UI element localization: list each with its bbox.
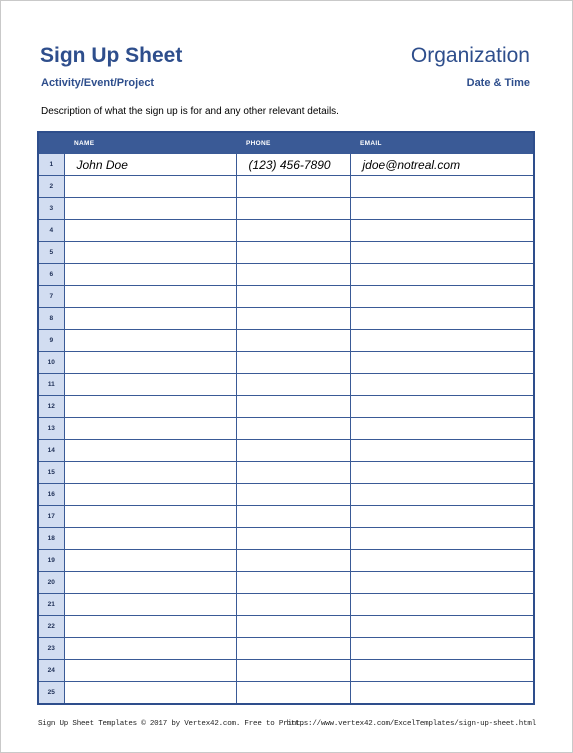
name-cell[interactable] bbox=[64, 462, 236, 484]
phone-cell[interactable] bbox=[236, 198, 350, 220]
email-cell[interactable] bbox=[350, 638, 534, 660]
row-number: 13 bbox=[38, 418, 64, 440]
email-cell[interactable] bbox=[350, 550, 534, 572]
name-cell[interactable] bbox=[64, 374, 236, 396]
phone-cell[interactable] bbox=[236, 506, 350, 528]
email-cell[interactable] bbox=[350, 352, 534, 374]
table-body bbox=[38, 154, 534, 705]
row-number: 20 bbox=[38, 572, 64, 594]
name-cell[interactable] bbox=[64, 396, 236, 418]
row-number: 10 bbox=[38, 352, 64, 374]
name-cell[interactable] bbox=[64, 550, 236, 572]
email-cell[interactable] bbox=[350, 484, 534, 506]
phone-cell[interactable] bbox=[236, 440, 350, 462]
email-cell[interactable] bbox=[350, 330, 534, 352]
datetime-label: Date & Time bbox=[466, 77, 530, 89]
table-row bbox=[38, 506, 534, 528]
column-header-name: NAME bbox=[64, 132, 236, 154]
table-row bbox=[38, 352, 534, 374]
name-cell[interactable] bbox=[64, 286, 236, 308]
phone-cell[interactable] bbox=[236, 352, 350, 374]
column-header-email: EMAIL bbox=[350, 132, 534, 154]
phone-cell[interactable] bbox=[236, 396, 350, 418]
row-number: 8 bbox=[38, 308, 64, 330]
table-row bbox=[38, 616, 534, 638]
name-cell[interactable] bbox=[64, 264, 236, 286]
email-cell[interactable] bbox=[350, 396, 534, 418]
table-row bbox=[38, 418, 534, 440]
email-cell[interactable] bbox=[350, 506, 534, 528]
table-row bbox=[38, 440, 534, 462]
row-number: 3 bbox=[38, 198, 64, 220]
table-row bbox=[38, 594, 534, 616]
table-row bbox=[38, 550, 534, 572]
phone-cell[interactable] bbox=[236, 308, 350, 330]
phone-cell[interactable] bbox=[236, 462, 350, 484]
row-number: 18 bbox=[38, 528, 64, 550]
email-cell[interactable] bbox=[350, 616, 534, 638]
table-row bbox=[38, 330, 534, 352]
row-number: 6 bbox=[38, 264, 64, 286]
phone-cell[interactable] bbox=[236, 374, 350, 396]
row-number: 7 bbox=[38, 286, 64, 308]
email-cell[interactable] bbox=[350, 440, 534, 462]
table-row bbox=[38, 242, 534, 264]
row-number: 22 bbox=[38, 616, 64, 638]
name-cell[interactable] bbox=[64, 528, 236, 550]
email-cell[interactable] bbox=[350, 264, 534, 286]
table-header-row bbox=[38, 132, 534, 154]
row-number: 2 bbox=[38, 176, 64, 198]
name-cell[interactable] bbox=[64, 616, 236, 638]
table-row bbox=[38, 396, 534, 418]
phone-cell[interactable] bbox=[236, 594, 350, 616]
phone-cell[interactable] bbox=[236, 528, 350, 550]
name-cell[interactable] bbox=[64, 484, 236, 506]
row-number: 4 bbox=[38, 220, 64, 242]
row-number: 19 bbox=[38, 550, 64, 572]
name-cell[interactable] bbox=[64, 638, 236, 660]
email-cell[interactable] bbox=[350, 594, 534, 616]
column-header-phone: PHONE bbox=[236, 132, 350, 154]
name-cell[interactable] bbox=[64, 198, 236, 220]
table-row bbox=[38, 154, 534, 176]
row-number: 9 bbox=[38, 330, 64, 352]
phone-cell[interactable] bbox=[236, 418, 350, 440]
email-cell[interactable] bbox=[350, 572, 534, 594]
table-row bbox=[38, 572, 534, 594]
name-cell[interactable] bbox=[64, 682, 236, 705]
table-row bbox=[38, 484, 534, 506]
email-cell[interactable] bbox=[350, 374, 534, 396]
signup-table-wrapper bbox=[37, 131, 533, 705]
row-number: 12 bbox=[38, 396, 64, 418]
row-number: 5 bbox=[38, 242, 64, 264]
email-cell[interactable] bbox=[350, 242, 534, 264]
row-number: 14 bbox=[38, 440, 64, 462]
row-number: 1 bbox=[38, 154, 64, 176]
name-cell[interactable] bbox=[64, 242, 236, 264]
name-cell[interactable] bbox=[64, 352, 236, 374]
description-text: Description of what the sign up is for and any other relevant details. bbox=[41, 106, 339, 117]
footer-url[interactable]: https://www.vertex42.com/ExcelTemplates/sign-up-sheet.html bbox=[286, 720, 536, 728]
table-row bbox=[38, 264, 534, 286]
table-row bbox=[38, 374, 534, 396]
row-number: 16 bbox=[38, 484, 64, 506]
footer-copyright: Sign Up Sheet Templates © 2017 by Vertex42.com. Free to Print. bbox=[38, 720, 305, 728]
table-row bbox=[38, 462, 534, 484]
email-cell[interactable] bbox=[350, 308, 534, 330]
phone-cell[interactable] bbox=[236, 484, 350, 506]
organization-label: Organization bbox=[410, 44, 530, 67]
phone-cell[interactable]: (123) 456-7890 bbox=[236, 154, 350, 176]
name-cell[interactable] bbox=[64, 330, 236, 352]
table-row bbox=[38, 286, 534, 308]
name-cell[interactable] bbox=[64, 176, 236, 198]
phone-cell[interactable] bbox=[236, 682, 350, 705]
email-cell[interactable] bbox=[350, 418, 534, 440]
email-cell[interactable] bbox=[350, 660, 534, 682]
column-header-number bbox=[38, 132, 64, 154]
row-number: 25 bbox=[38, 682, 64, 705]
table-row bbox=[38, 176, 534, 198]
table-row bbox=[38, 198, 534, 220]
row-number: 17 bbox=[38, 506, 64, 528]
phone-cell[interactable] bbox=[236, 286, 350, 308]
table-row bbox=[38, 682, 534, 705]
row-number: 11 bbox=[38, 374, 64, 396]
phone-cell[interactable] bbox=[236, 660, 350, 682]
activity-label: Activity/Event/Project bbox=[41, 77, 155, 89]
name-cell[interactable] bbox=[64, 506, 236, 528]
phone-cell[interactable] bbox=[236, 176, 350, 198]
phone-cell[interactable] bbox=[236, 264, 350, 286]
row-number: 24 bbox=[38, 660, 64, 682]
row-number: 21 bbox=[38, 594, 64, 616]
phone-cell[interactable] bbox=[236, 572, 350, 594]
phone-cell[interactable] bbox=[236, 330, 350, 352]
email-cell[interactable] bbox=[350, 462, 534, 484]
name-cell[interactable] bbox=[64, 308, 236, 330]
row-number: 23 bbox=[38, 638, 64, 660]
name-cell[interactable] bbox=[64, 572, 236, 594]
name-cell[interactable] bbox=[64, 594, 236, 616]
email-cell[interactable] bbox=[350, 176, 534, 198]
table-row bbox=[38, 308, 534, 330]
row-number: 15 bbox=[38, 462, 64, 484]
phone-cell[interactable] bbox=[236, 220, 350, 242]
table-row bbox=[38, 660, 534, 682]
table-row bbox=[38, 220, 534, 242]
table-row bbox=[38, 528, 534, 550]
phone-cell[interactable] bbox=[236, 242, 350, 264]
name-cell[interactable] bbox=[64, 440, 236, 462]
name-cell[interactable] bbox=[64, 660, 236, 682]
email-cell[interactable] bbox=[350, 286, 534, 308]
email-cell[interactable] bbox=[350, 220, 534, 242]
phone-cell[interactable] bbox=[236, 638, 350, 660]
table-row bbox=[38, 638, 534, 660]
phone-cell[interactable] bbox=[236, 550, 350, 572]
name-cell[interactable] bbox=[64, 418, 236, 440]
signup-table bbox=[37, 131, 535, 705]
email-cell[interactable] bbox=[350, 198, 534, 220]
phone-cell[interactable] bbox=[236, 616, 350, 638]
email-cell[interactable] bbox=[350, 682, 534, 705]
page-title: Sign Up Sheet bbox=[40, 44, 183, 67]
name-cell[interactable] bbox=[64, 220, 236, 242]
name-cell[interactable]: John Doe bbox=[64, 154, 236, 176]
email-cell[interactable] bbox=[350, 528, 534, 550]
email-cell[interactable]: jdoe@notreal.com bbox=[350, 154, 534, 176]
